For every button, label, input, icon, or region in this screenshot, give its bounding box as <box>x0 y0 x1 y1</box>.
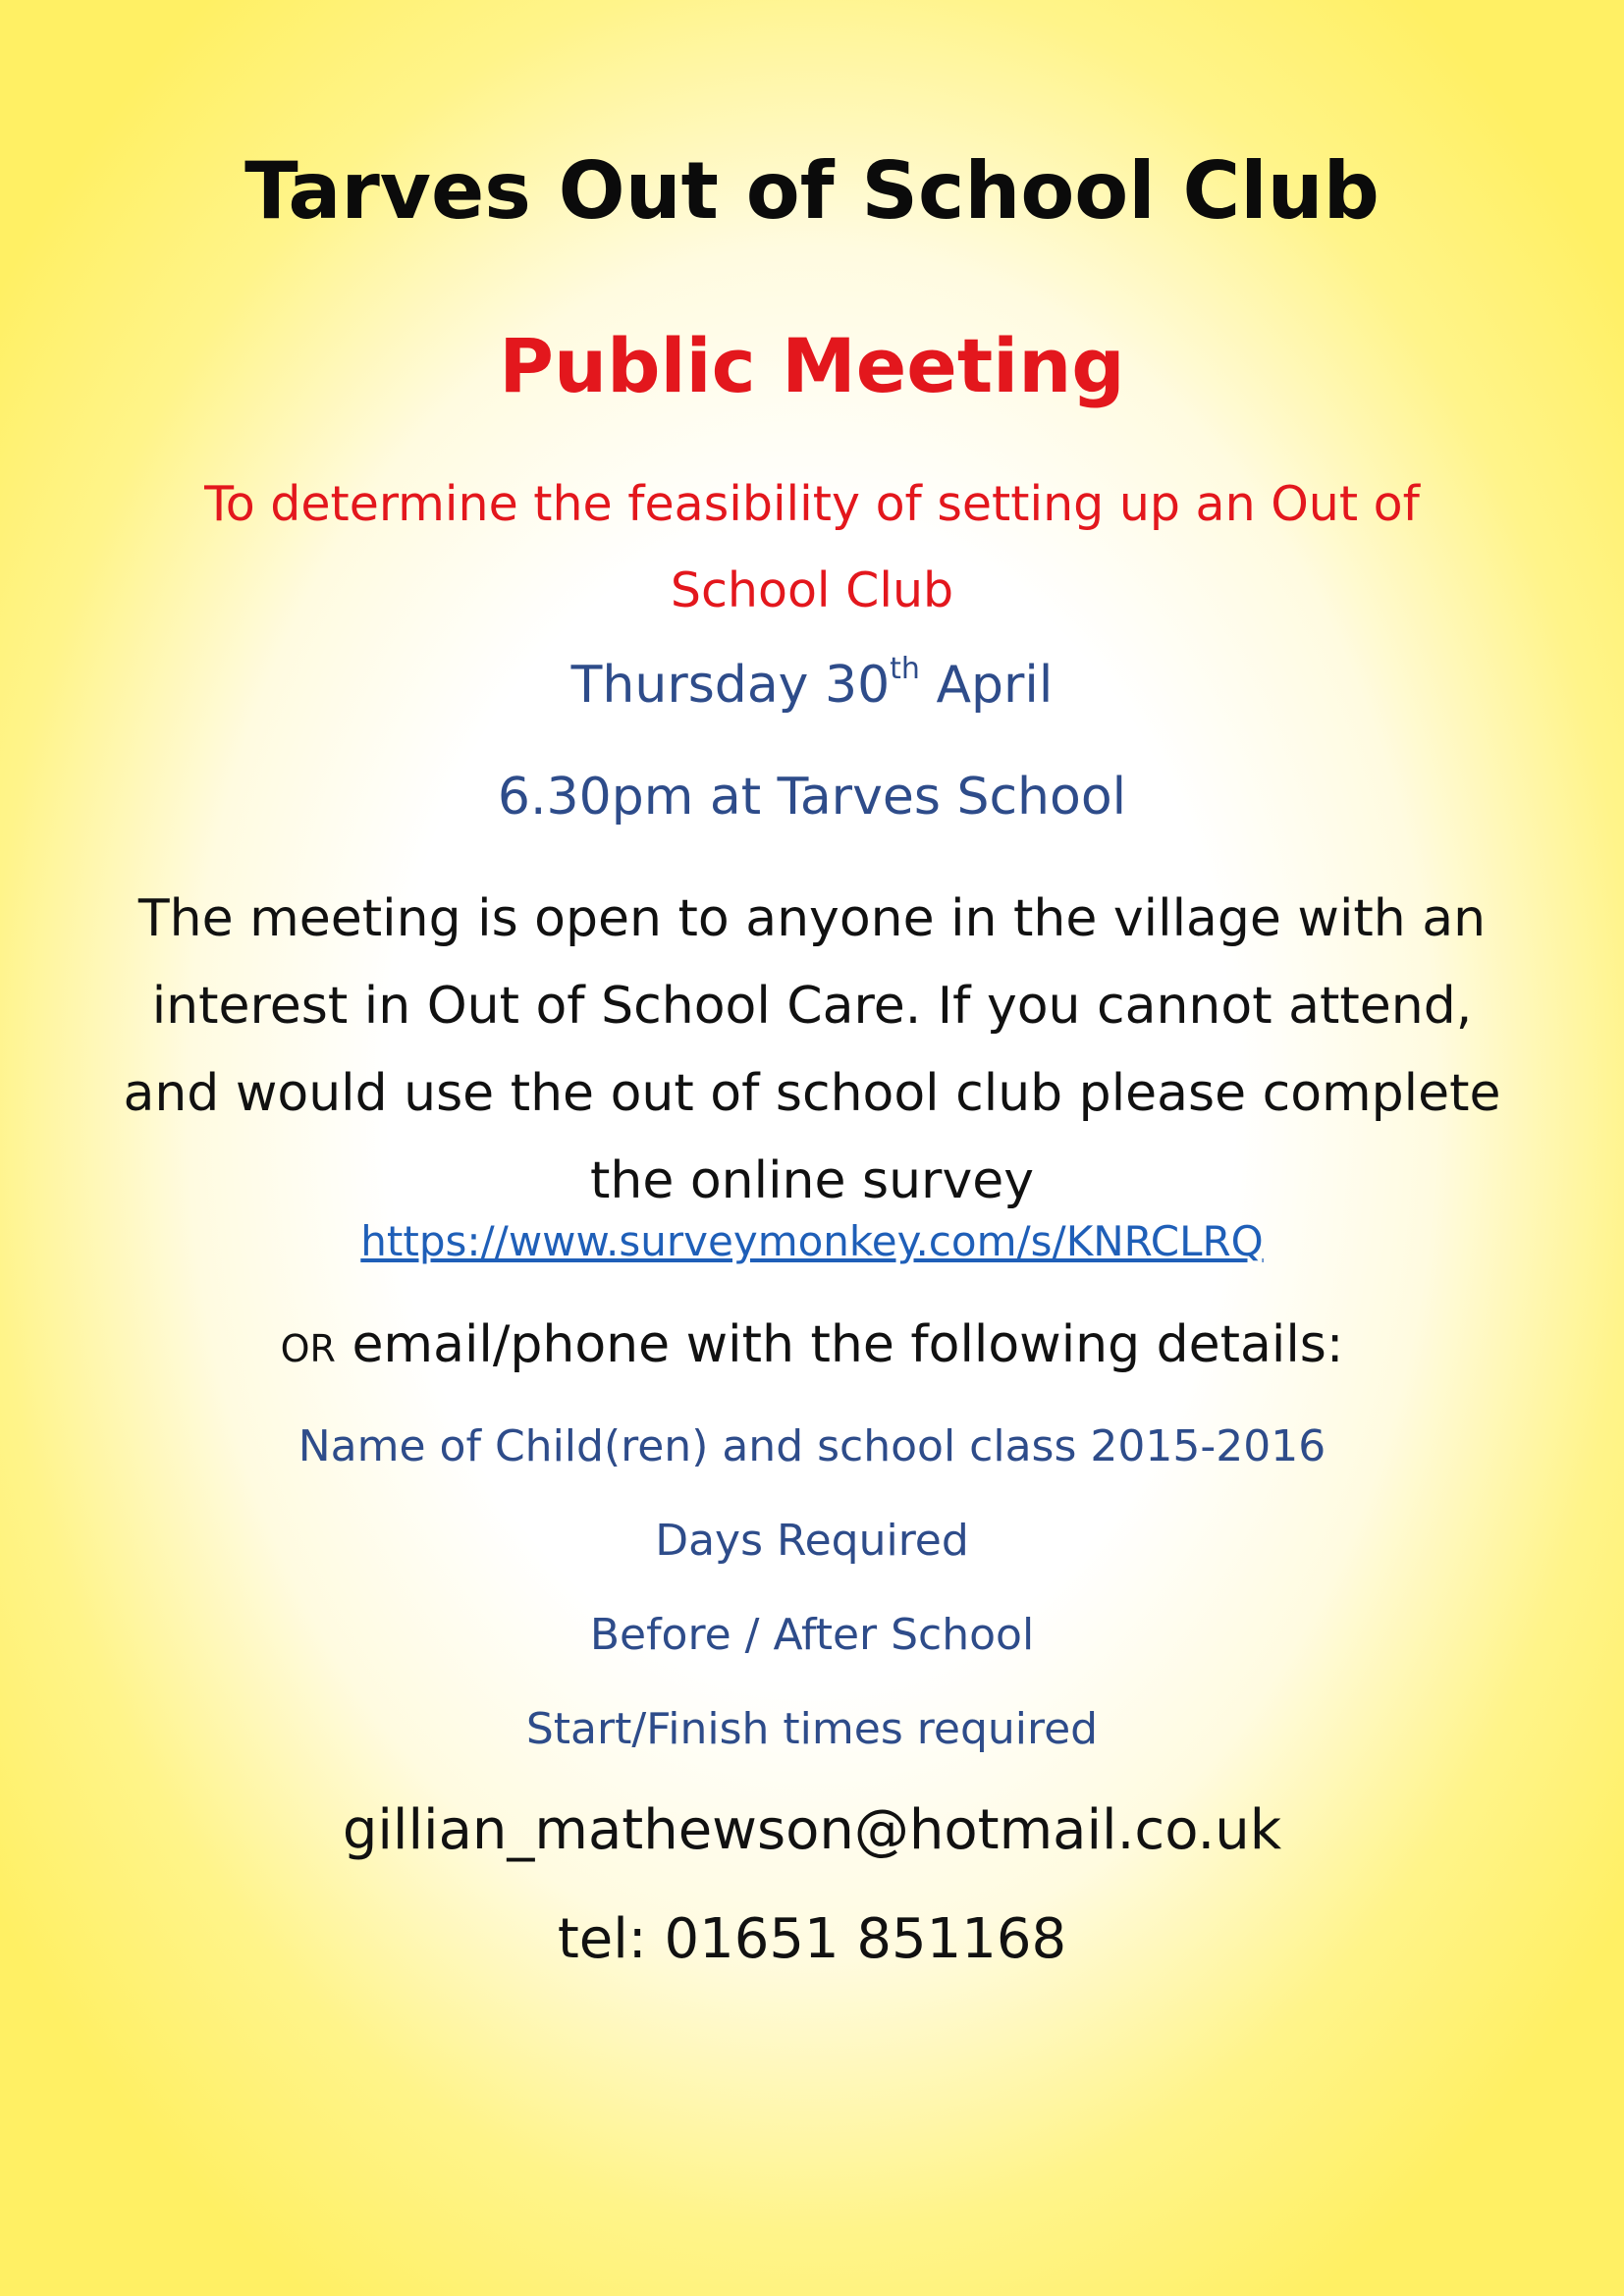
contact-email: gillian_mathewson@hotmail.co.uk <box>342 1798 1282 1862</box>
meeting-date-day: Thursday 30 <box>570 656 891 715</box>
meeting-date <box>0 652 1624 715</box>
contact-intro <box>0 1315 1624 1374</box>
contact-intro-or: OR <box>280 1327 336 1370</box>
contact-intro-text: email/phone with the following details: <box>352 1315 1344 1374</box>
meeting-time-location: 6.30pm at Tarves School <box>497 768 1127 827</box>
contact-phone: tel: 01651 851168 <box>557 1907 1067 1971</box>
survey-link[interactable]: https://www.surveymonkey.com/s/KNRCLRQ <box>360 1217 1264 1265</box>
flyer-title: Tarves Out of School Club <box>244 145 1380 237</box>
detail-item: Before / After School <box>589 1610 1035 1660</box>
detail-item: Start/Finish times required <box>525 1704 1099 1754</box>
meeting-heading: Public Meeting <box>499 322 1125 409</box>
meeting-date-suffix: th <box>890 652 920 686</box>
detail-item: Name of Child(ren) and school class 2015-2016 <box>298 1421 1326 1471</box>
detail-item: Days Required <box>655 1516 969 1566</box>
meeting-description <box>118 876 1506 1225</box>
meeting-purpose-text: To determine the feasibility of setting up an Out of School Club <box>204 476 1420 618</box>
meeting-date-month: April <box>936 656 1054 715</box>
meeting-purpose <box>128 461 1496 634</box>
meeting-description-text: The meeting is open to anyone in the village with an interest in Out of School Care. If you cannot attend, and would use the out of school club please complete the online survey <box>123 889 1501 1210</box>
